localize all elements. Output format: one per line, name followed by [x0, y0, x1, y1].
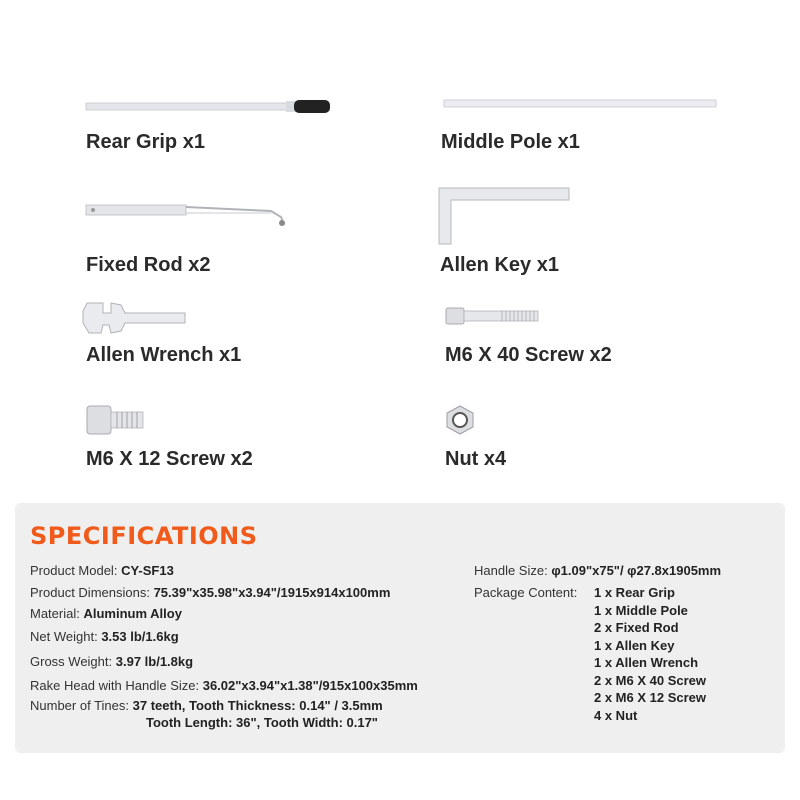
package-item: 1 x Rear Grip: [594, 585, 675, 600]
allen-wrench-icon: [81, 299, 189, 337]
spec-rake-head-size: Rake Head with Handle Size: 36.02"x3.94"x1.38"/915x100x35mm: [30, 678, 418, 693]
specifications-panel: [15, 503, 785, 753]
spec-material: Material: Aluminum Alloy: [30, 606, 182, 621]
spec-product-model: Product Model: CY-SF13: [30, 563, 174, 578]
spec-number-of-tines: Number of Tines: 37 teeth, Tooth Thickness: 0.14" / 3.5mm: [30, 698, 383, 713]
spec-net-weight: Net Weight: 3.53 lb/1.6kg: [30, 629, 179, 644]
spec-gross-weight: Gross Weight: 3.97 lb/1.8kg: [30, 654, 194, 669]
m6x12-label: M6 X 12 Screw x2: [86, 448, 253, 470]
spec-package-content: Package Content:: [474, 585, 578, 600]
package-item: 1 x Allen Wrench: [594, 655, 699, 670]
rear-grip-icon: [86, 98, 332, 116]
spec-handle-size: Handle Size: φ1.09"x75"/ φ27.8x1905mm: [474, 563, 722, 578]
package-item: 1 x Middle Pole: [594, 603, 688, 618]
m6x40-screw-icon: [446, 307, 540, 325]
fixed-rod-icon: [86, 203, 296, 229]
package-item: 4 x Nut: [594, 708, 638, 723]
m6x12-screw-icon: [87, 405, 145, 435]
nut-label: Nut x4: [445, 448, 507, 470]
allen-key-icon: [437, 186, 571, 246]
m6x40-label: M6 X 40 Screw x2: [445, 344, 612, 366]
nut-icon: [445, 405, 475, 435]
package-item: 2 x M6 X 12 Screw: [594, 690, 707, 705]
specifications-title: SPECIFICATIONS: [30, 522, 258, 550]
package-item: 1 x Allen Key: [594, 638, 675, 653]
rear-grip-label: Rear Grip x1: [86, 131, 205, 153]
allen-key-label: Allen Key x1: [440, 254, 559, 276]
spec-product-dimensions: Product Dimensions: 75.39"x35.98"x3.94"/1915x914x100mm: [30, 585, 391, 600]
middle-pole-icon: [444, 99, 718, 109]
spec-tooth-size: Tooth Length: 36", Tooth Width: 0.17": [146, 715, 378, 730]
package-item: 2 x Fixed Rod: [594, 620, 679, 635]
package-item: 2 x M6 X 40 Screw: [594, 673, 707, 688]
fixed-rod-label: Fixed Rod x2: [86, 254, 211, 276]
middle-pole-label: Middle Pole x1: [441, 131, 580, 153]
allen-wrench-label: Allen Wrench x1: [86, 344, 242, 366]
